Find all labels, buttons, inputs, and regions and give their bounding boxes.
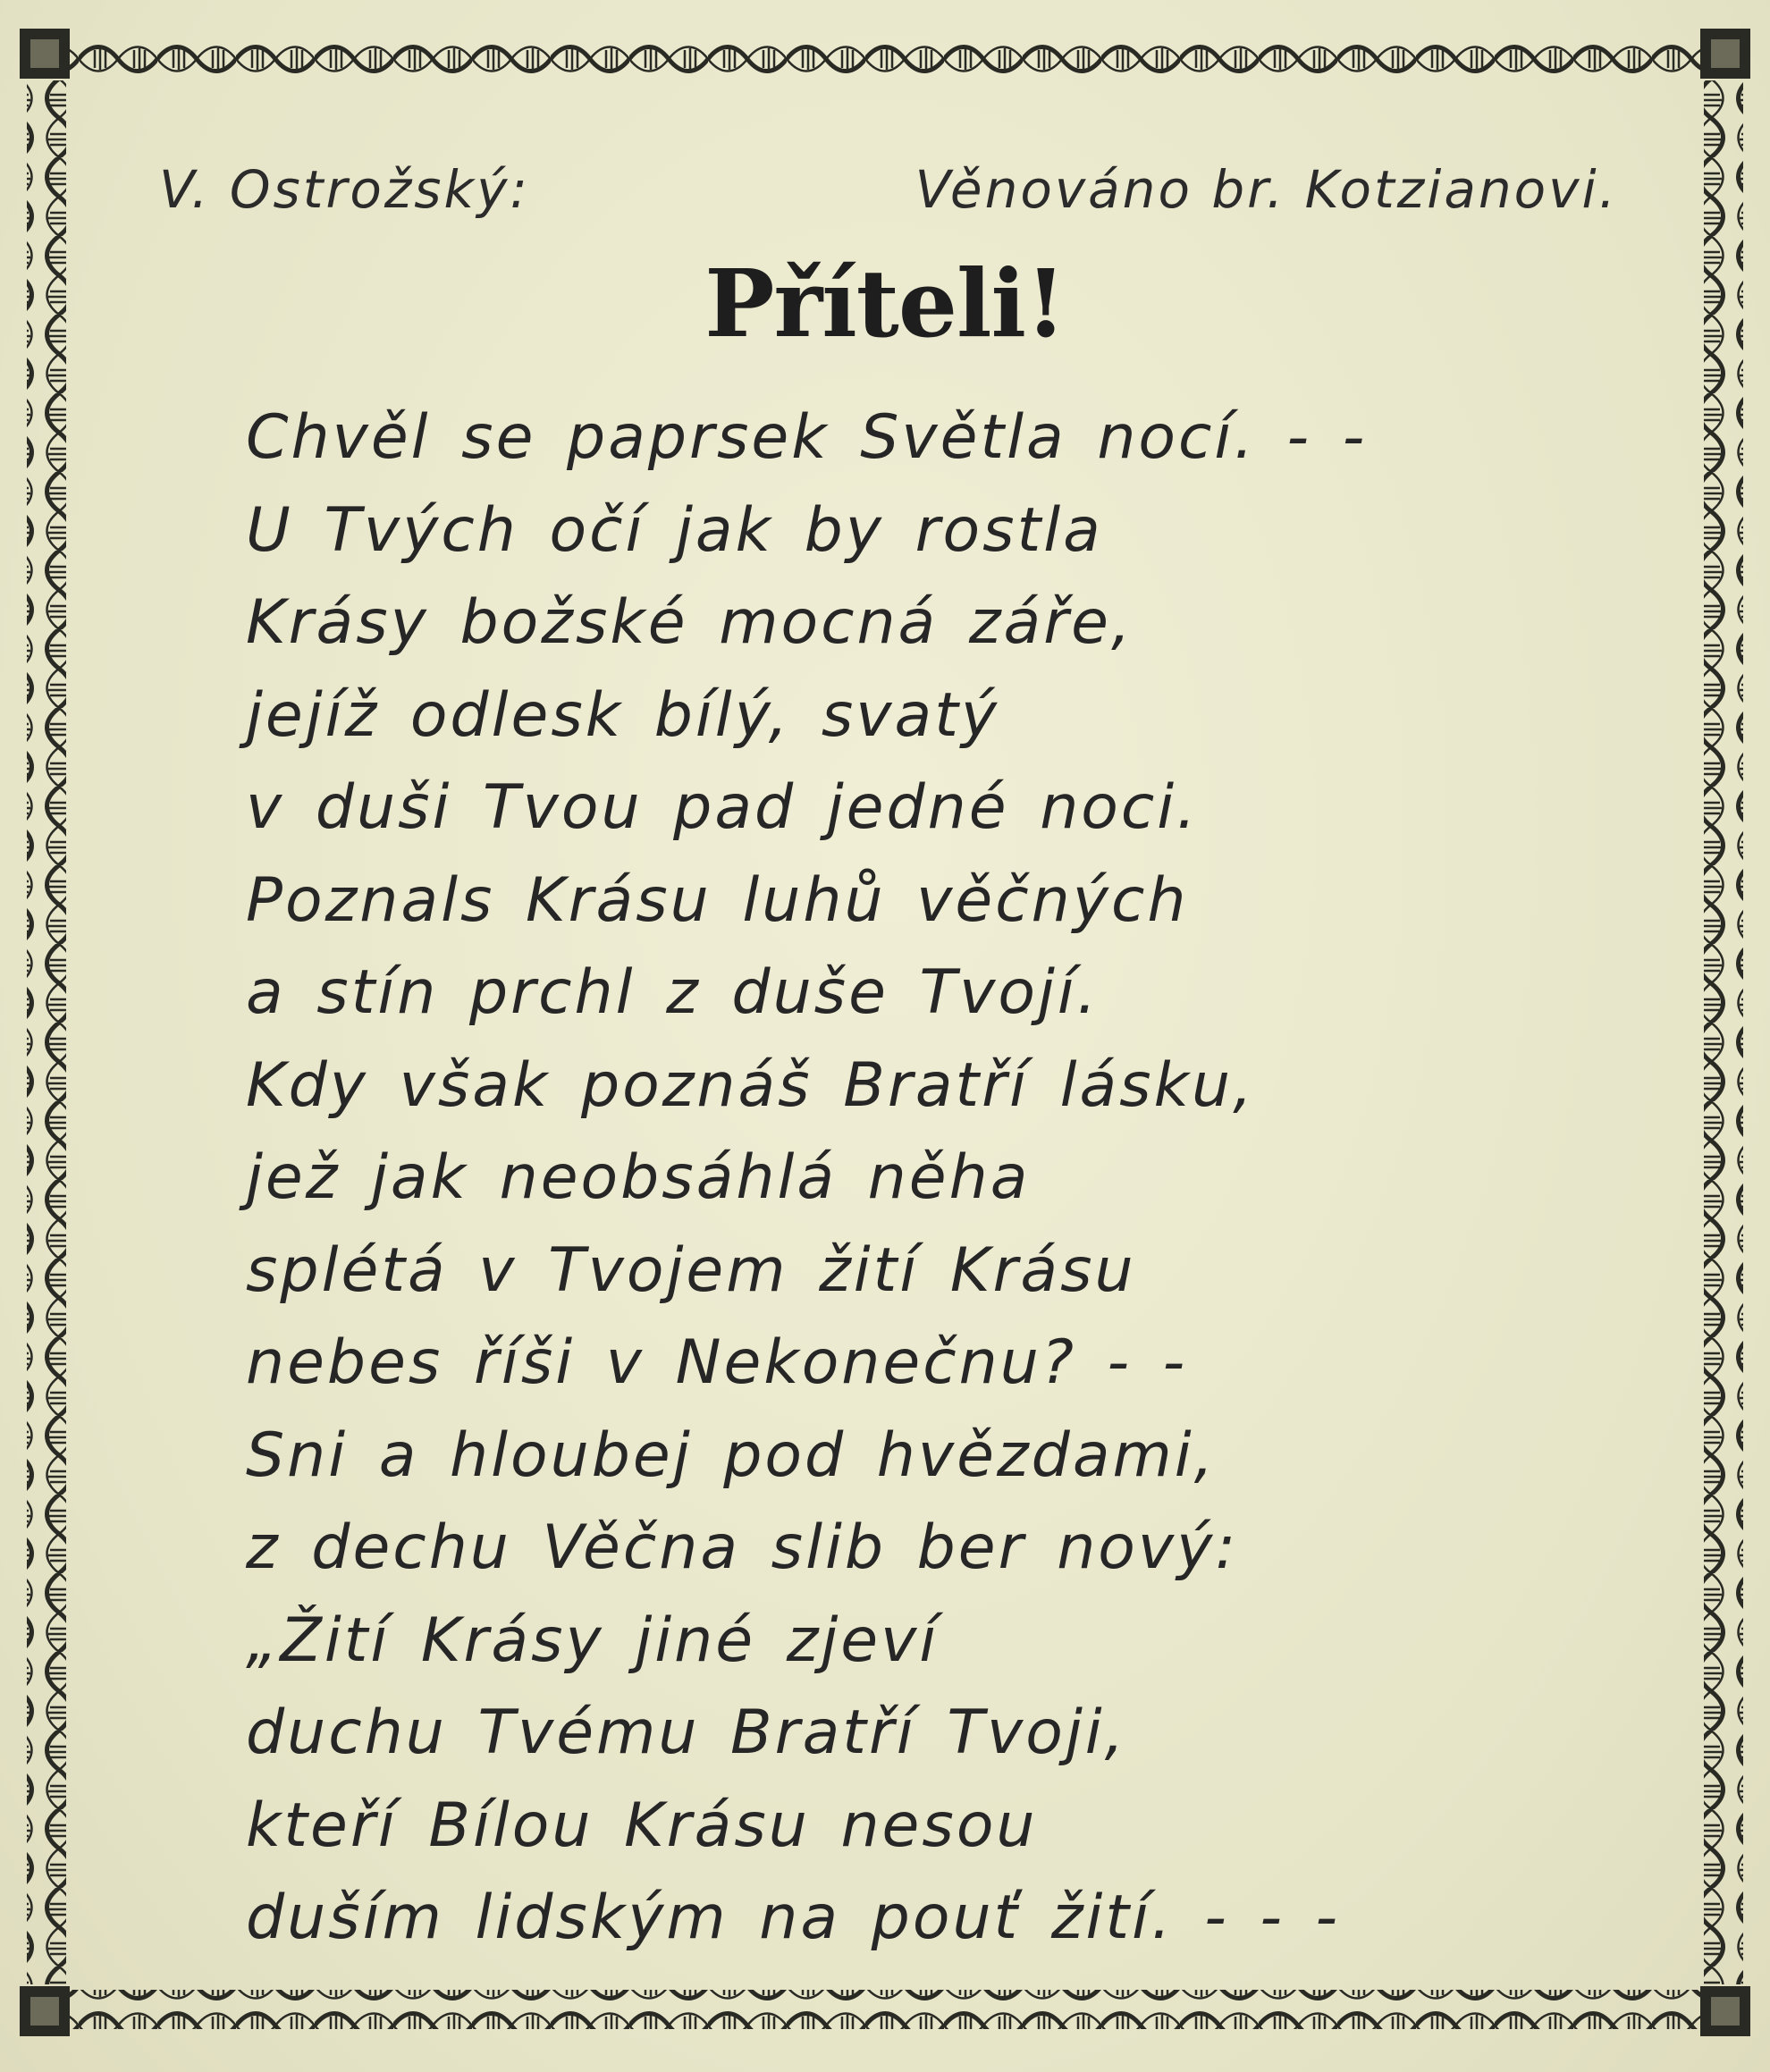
poem-line: Sni a hloubej pod hvězdami, xyxy=(246,1419,1217,1491)
poem-line: Krásy božské mocná záře, xyxy=(246,587,1134,658)
poem-line: duším lidským na pouť žití. - - - xyxy=(246,1882,1341,1953)
poem-line: a stín prchl z duše Tvojí. xyxy=(246,957,1100,1028)
poem-body xyxy=(246,392,1367,1965)
poem-line: Kdy však poznáš Bratří lásku, xyxy=(246,1049,1255,1121)
poem-title: Příteli! xyxy=(704,248,1066,358)
poem-line: v duši Tvou pad jedné noci. xyxy=(246,772,1199,843)
poem-line: duchu Tvému Bratří Tvoji, xyxy=(246,1697,1127,1768)
dedication: Věnováno br. Kotzianovi. xyxy=(914,159,1618,220)
poem-line: U Tvých očí jak by rostla xyxy=(246,494,1103,566)
poem-line: Chvěl se paprsek Světla nocí. - - xyxy=(246,402,1368,473)
poem-line: jež jak neobsáhlá něha xyxy=(246,1142,1031,1213)
poem-line: splétá v Tvojem žití Krásu xyxy=(246,1234,1136,1306)
poem-line: z dechu Věčna slib ber nový: xyxy=(246,1512,1239,1583)
poem-line: nebes říši v Nekonečnu? - - xyxy=(246,1327,1188,1398)
poem-line: Poznals Krásu luhů věčných xyxy=(246,864,1189,936)
poem-line: jejíž odlesk bílý, svatý xyxy=(246,679,1000,751)
poem-line: kteří Bílou Krásu nesou xyxy=(246,1790,1038,1861)
poem-line: „Žití Krásy jiné zjeví xyxy=(246,1605,940,1676)
author-name: V. Ostrožský: xyxy=(159,159,530,220)
